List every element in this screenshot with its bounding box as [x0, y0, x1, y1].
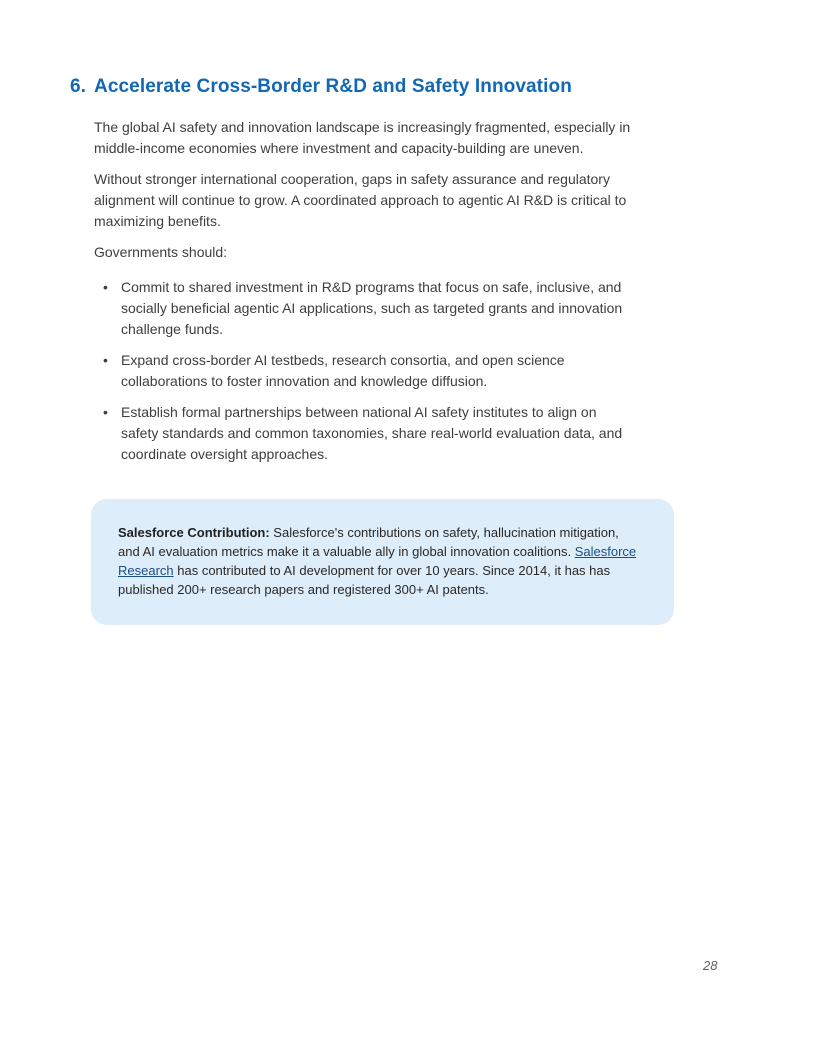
salesforce-contribution-callout [91, 499, 674, 625]
section-heading [70, 75, 746, 99]
callout-body-before-link: Salesforce's contributions on safety, hallucination mitigation, and AI evaluation metrics make it a valuable ally in global innovation coalitions. [118, 524, 619, 559]
paragraph: The global AI safety and innovation landscape is increasingly fragmented, especially in middle-income economies where investment and capacity-building are uneven. [94, 118, 631, 156]
section-number: 6. [70, 75, 87, 97]
bullet-icon: • [103, 278, 108, 295]
list-item [94, 277, 634, 340]
bullet-list [94, 277, 634, 465]
body-content [94, 117, 637, 625]
salesforce-research-link[interactable]: Salesforce Research [118, 543, 637, 578]
paragraph: Without stronger international cooperation, gaps in safety assurance and regulatory alignment will continue to grow. A coordinated approach to agentic AI R&D is critical to maximizing benefits. [94, 170, 627, 229]
paragraph-lead-in: Governments should: [94, 243, 228, 260]
list-item [94, 350, 634, 392]
bullet-icon: • [103, 403, 108, 420]
bullet-text: Establish formal partnerships between national AI safety institutes to align on safety standards and common taxonomies, share real-world evaluation data, and coordinate oversight approaches. [121, 403, 623, 462]
callout-body-after-link: has contributed to AI development for over 10 years. Since 2014, it has has published 200+ research papers and registered 300+ AI patents. [118, 562, 611, 597]
section-title: Accelerate Cross-Border R&D and Safety Innovation [94, 75, 572, 97]
bullet-text: Expand cross-border AI testbeds, research consortia, and open science collaborations to foster innovation and knowledge diffusion. [121, 351, 565, 389]
bullet-text: Commit to shared investment in R&D programs that focus on safe, inclusive, and socially beneficial agentic AI applications, such as targeted grants and innovation challenge funds. [121, 278, 623, 337]
page-number: 28 [703, 958, 718, 973]
bullet-icon: • [103, 351, 108, 368]
list-item [94, 402, 634, 465]
callout-label: Salesforce Contribution: [118, 524, 270, 540]
callout-text [118, 523, 644, 599]
